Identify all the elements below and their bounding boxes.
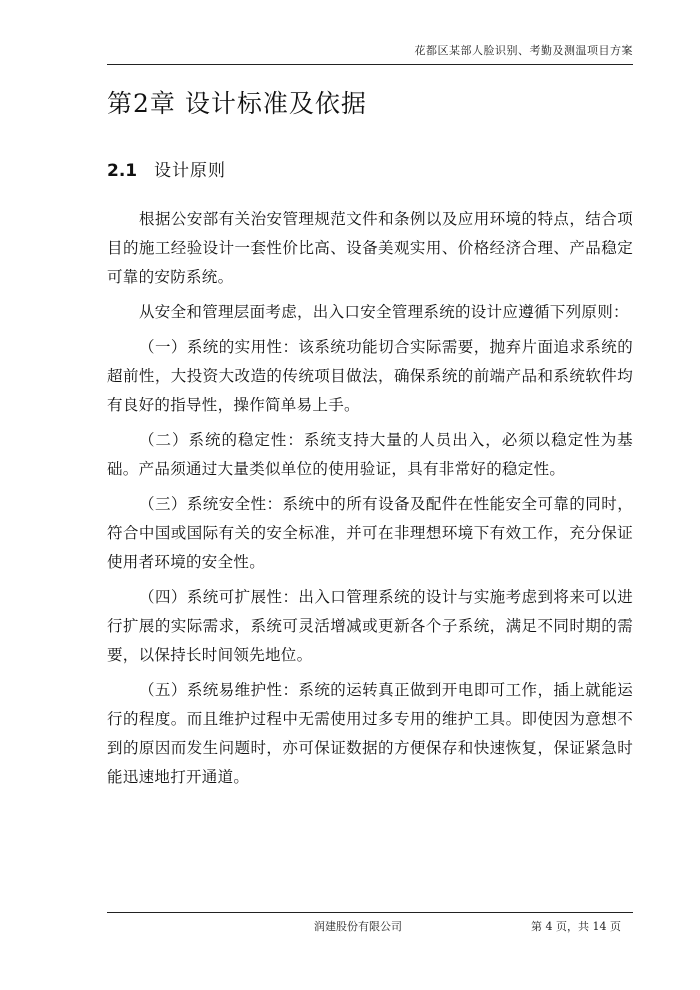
footer-company: 润建股份有限公司	[314, 920, 402, 933]
paragraph-security: （三）系统安全性：系统中的所有设备及配件在性能安全可靠的同时，符合中国或国际有关的安全标准，并可在非理想环境下有效工作，充分保证使用者环境的安全性。	[107, 495, 633, 571]
page-footer	[107, 912, 633, 937]
paragraph-scalability: （四）系统可扩展性：出入口管理系统的设计与实施考虑到将来可以进行扩展的实际需求，系统可灵活增减或更新各个子系统，满足不同时期的需要，以保持长时间领先地位。	[107, 588, 633, 664]
section-number: 2.1	[107, 161, 138, 181]
page-header	[107, 40, 633, 65]
section-title: 设计原则	[154, 161, 226, 181]
document-header-title: 花都区某部人脸识别、考勤及测温项目方案	[414, 44, 633, 57]
body-text	[107, 205, 633, 798]
footer-page-number: 第 4 页，共 14 页	[531, 920, 621, 933]
section-heading	[107, 156, 226, 181]
paragraph-intro: 根据公安部有关治安管理规范文件和条例以及应用环境的特点，结合项目的施工经验设计一套性价比高、设备美观实用、价格经济合理、产品稳定可靠的安防系统。	[107, 210, 633, 286]
paragraph-practicality: （一）系统的实用性：该系统功能切合实际需要，抛弃片面追求系统的超前性，大投资大改造的传统项目做法，确保系统的前端产品和系统软件均有良好的指导性，操作简单易上手。	[107, 338, 633, 414]
chapter-title: 第2章 设计标准及依据	[107, 89, 367, 118]
paragraph-stability: （二）系统的稳定性：系统支持大量的人员出入，必须以稳定性为基础。产品须通过大量类似单位的使用验证，具有非常好的稳定性。	[107, 431, 633, 478]
paragraph-maintainability: （五）系统易维护性：系统的运转真正做到开电即可工作，插上就能运行的程度。而且维护过程中无需使用过多专用的维护工具。即使因为意想不到的原因而发生问题时，亦可保证数据的方便保存和快速恢复，保证紧急时能迅速地打开通道。	[107, 681, 633, 786]
paragraph-principles-lead: 从安全和管理层面考虑，出入口安全管理系统的设计应遵循下列原则：	[139, 303, 629, 321]
